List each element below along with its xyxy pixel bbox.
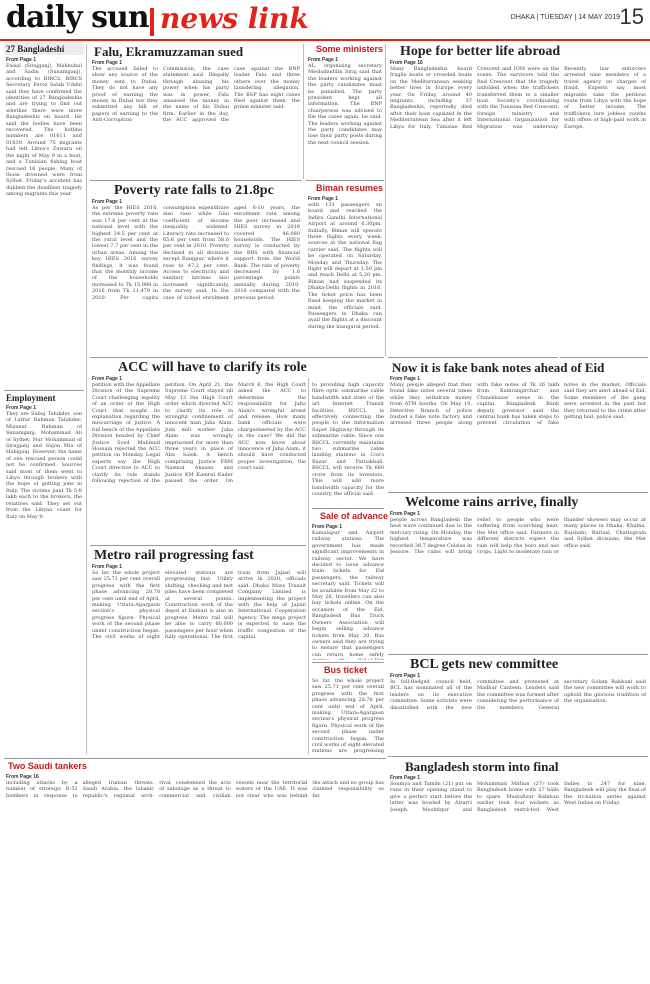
divider [312, 508, 384, 509]
story-headline: Biman resumes [316, 183, 384, 193]
divider [388, 357, 558, 358]
story-body: Soumya and Tamim (21) put on runs in their opening stand to give a perfect start before the latter was bowled by Alzarri Joseph. Mushfiqur and Mohammad Mithun (27) took Bangladesh home with 27 balls to spare. Mustafizur Rahman earlier took four wickets as Bangladesh restricted West Indies to 247 for nine. Bangladesh will play the final of the tri-nation series against West Indies on Friday. [390, 781, 646, 813]
divider [4, 758, 386, 759]
column-rule [385, 44, 386, 356]
story-headline: Falu, Ekramuzzaman sued [94, 44, 244, 59]
story-continuation: From Page 1 [6, 405, 37, 411]
story-headline: Some ministers [316, 44, 384, 54]
page-number: 15 [619, 4, 644, 29]
story-body: The accused failed to show any source of the money sent to Dubai. They do not have any proof of earning the money in Dubai nor they submitted any bill or papers of earning to the Anti-Corruption Commission, the case statement said. Illegally through abusing his power when his party was in power, Falu amassed the money in the name of his Dubai firm. Earlier in the day, the ACC approved the case against the BNP leader Falu and three others over the money laundering allegation. The BSP has eight cases filed against them, the prime minister said. [92, 66, 300, 124]
story-continuation: From Page 1 [92, 564, 123, 570]
story-headline: Sale of advance [320, 511, 389, 521]
section-title: news link [160, 2, 309, 35]
story-body: In full-fledged council held, BCL has nominated all of the leaders on its executive committee. Some activists were dissatisfied with the new committee and protested at Madhur Canteen. Leaders said the committee was formed after considering the performance of the members. General secretary Golam Rabbani said the new committee will work to uphold the glorious tradition of the organisation. [390, 679, 646, 711]
story-body: with 131 passengers on board and reached the Indira Gandhi International Airport at around 6.30pm. Initially, Biman will operate three flights every week, sources at the national flag carrier said. The flights will be operated on Saturday, Monday and Thursday. The flight will depart at 1.50 pm and reach Delhi at 5.20 pm. Biman had suspended its Dhaka-Delhi flights in 2016. The ticket price has been fixed keeping the market in mind, the officials said. Passengers in Dhaka can avail the flights at a discount during the inaugural period. [308, 202, 382, 330]
divider [4, 390, 84, 391]
story-headline: Metro rail progressing fast [94, 548, 254, 563]
story-body: So far, the whole project saw 25.71 per cent overall progress with the first phase advancing 28.78 per cent until end of April, making Uttara-Agargaon section's physical progress figure. Physical work of the second phase under construction began. The civil works of eight elevated stations are progressing fast. Utility shifting, checking and test piles have been completed at several points. Construction work of the depot at Diabari is also in progress. Metro rail will be able to carry 60,000 passengers per hour when fully operational. The first train from Japan will arrive in 2020, officials said. Dhaka Mass Transit Company Limited is implementing the project with the help of Japan International Cooperation Agency. The mega project is expected to ease the traffic congestion of the capital. [92, 570, 306, 641]
story-headline: ACC will have to clarify its role [118, 360, 307, 375]
story-headline: Two Saudi tankers [8, 761, 87, 771]
story-continuation: From Page 1 [92, 376, 123, 382]
story-body: Kamalapur and Airport railway stations. The government has made significant improvements in railway sector. We have decided to issue advance train tickets for Eid passengers, the railway secretary said. Tickets will be available from May 22 to May 26, travellers can also buy tickets online. On the occasion of the Eid, Bangladesh Bus Truck Owners Association will begin selling advance tickets from May 20. Bus owners said they are trying to ensure that passengers can return home safely [312, 530, 384, 658]
masthead-rule [0, 39, 650, 41]
column-rule [86, 44, 87, 754]
story-headline: Bus ticket [324, 665, 368, 675]
story-continuation: From Page 1 [390, 775, 421, 781]
divider [90, 545, 306, 546]
divider [560, 357, 648, 358]
brand-divider [150, 8, 154, 36]
story-body: AL, organising secretary Mesbahuddin Siraj said that the leaders working against the party candidates must be punished. The party president kept all information. The BNP chairperson was advised to file the cases again, he said. The leaders working against the party candidates may lose their party posts during the next council session. [308, 63, 382, 146]
story-continuation: From Page 1 [390, 673, 421, 679]
story-body: including attacks by a number of strategic B-52 bombers in response to alleged Iranian threats. Saudi Arabia, the Islamic republic's regional arch-rival, condemned the acts of sabotage as a threat to commercial and civilian vessels near the territorial waters of the UAE. It was not clear who was behind the attack and no group has claimed responsibility so far. [6, 780, 384, 799]
story-headline: Employment [6, 393, 56, 403]
divider [312, 662, 384, 663]
story-body: Faisal (Sirajganj), Mahbubul and Sadin (Sunamganj), according to BIRCS. BIRCS Secretary Feroz Salah Uddin said they have confirmed the identities of 27 Bangladeshis and are trying to find out whether there were more Bangladeshis on board. He said the bodies have been recovered. The hotline numbers are 01611 and 01839. Around 75 migrants had left Libya's Zuwara on the night of May 9 in a boat, and a Tunisian fishing boat rescued 16 people. Many of those drowned were from Sylhet. Friday's accident has dubbed the deadliest tragedy among migrants this year. [6, 63, 82, 198]
column-rule [308, 378, 309, 754]
story-continuation: From Page 16 [6, 774, 39, 780]
divider [388, 756, 648, 757]
story-continuation: From Page 1 [308, 57, 339, 63]
divider [388, 492, 648, 493]
story-body: They are Sabuj Talukder, son of Lutfur Rahman Talukder; Mizanur Rahman of Sunamganj; Mohammad Ali of Sylhet; Nur Mohammad of Sirajganj and Sujon Mia of Habiganj. However, the name of one rescued person could not be confirmed. Sources said most of them went to Libya through brokers with the hope of getting jobs in Italy. The victims paid Tk 5-8 lakh each to the brokers, the relatives said. They set out from the Libyan coast for Italy on May 9. [6, 411, 82, 520]
story-body: As per the HIES 2016, the extreme poverty rate was 17.6 per cent at the national level with the highest 24.5 per cent at the rural level and the lowest 7.7 per cent in the urban areas. Among the key HIES 2016 survey findings, it was found that the monthly income of the households increased to Tk 15,988 in 2016 from Tk 11,479 in 2010. Per capita consumption expenditure also rose while Gini coefficient of income inequality widened. Literacy rate increased to 65.6 per cent from 58.6 per cent in 2010. Poverty declined in all divisions except Rangpur, where it rose to 47.2 per cent. Access to electricity and sanitary latrines also increased significantly, the survey said. In the case of school enrolment aged 6-10 years, the enrolment rate among the poor increased and HIES survey in 2016 covered 46,080 households. The HIES survey is conducted by the BBS with financial support from the World Bank. The rate of poverty decreased by 1.6 percentage points annually during 2010-2016 compared with the previous period. [92, 205, 300, 301]
story-continuation: From Page 1 [92, 60, 123, 66]
story-continuation: From Page 1 [308, 196, 339, 202]
story-headline: Welcome rains arrive, finally [405, 495, 579, 510]
brand-logo: daily sun [6, 0, 149, 35]
story-headline: Poverty rate falls to 21.8pc [114, 183, 274, 198]
story-headline: 27 Bangladeshi [6, 44, 65, 54]
divider [306, 180, 384, 181]
story-continuation: From Page 1 [390, 511, 421, 517]
story-continuation: From Page 1 [312, 524, 343, 530]
story-body: to providing high capacity fibre optic submarine cable bandwidth and state of the art Internet Transit facilities, BSCCL is effectively connecting the people to the Information Super Highway through its submarine cable. Since one BSCCL currently maintains two submarine cable landing stations in Cox's Bazar and Patuakhali. BSCCL will receive Tk 680 crore from its investors. This will add more bandwidth capacity for the country, the official said. [312, 382, 384, 497]
story-body: So far, the whole project saw 25.71 per cent overall progress with the first phase advancing 28.78 per cent until end of April, making Uttara-Agargaon section's physical progress figure. Physical work of the second phase under construction began. The civil works of eight elevated stations are progressing [312, 678, 384, 754]
divider [90, 357, 384, 358]
column-rule [303, 44, 304, 179]
divider [90, 180, 302, 181]
story-continuation: From Page 1 [6, 57, 37, 63]
story-headline: Now it is fake bank notes ahead of Eid [392, 360, 605, 375]
story-headline: Hope for better life abroad [400, 44, 561, 59]
issue-date: DHAKA | TUESDAY | 14 MAY 2019 [510, 14, 620, 21]
story-headline: Bangladesh storm into final [405, 759, 559, 774]
story-continuation: From Page 16 [390, 60, 423, 66]
story-body: Many Bangladeshis board fragile boats or crowded boats on the Mediterranean seeking better lives in Europe every year. On Friday, around 40 migrants, including 37 Bangladeshis, reportedly died after their boat capsized in the Mediterranean Sea after it left Libya for Italy. Tunisian Red Crescent and IOM were on the scene. The survivors told the Red Crescent that the tragedy unfolded when the traffickers transferred them to a smaller boat. Society's coordinating with the Tunisian Red Crescent, foreign ministry and International Organization for Migration was underway. Recently, law enforcers arrested nine members of a travel agency on charges of fraud. Experts say most migrants take the perilous route from Libya with the hope of better income. The traffickers lure jobless youths with offers of high-paid work in Europe. [390, 66, 646, 130]
story-continuation: From Page 1 [390, 376, 421, 382]
story-body: petition with the Appellate Division of the Supreme Court challenging legality of an order of the High Court that sought its explanation regarding the miscarriage of justice. A full bench of the Appellate Division headed by Chief Justice Syed Mahmud Hossain rejected the ACC petition on Monday. Legal experts say the High Court directive to ACC to clarify its role stands following rejection of the petition. On April 21, the Supreme Court stayed till May 13 the High Court order which directed ACC to clarify its role in wrongful confinement of innocent man Jaha Alam. Jute mill worker Jaha Alam was wrongly imprisoned for more than three years in place of Abu Salek. A bench comprising Justice FRM Nazmul Ahasan and Justice KM Kamrul Kader passed the order. On March 6, the High Court asked the ACC to determine the responsibility for Jaha Alam's wrongful arrest and release. How many bank officials were chargesheeted by the ACC in the case? We did the ACC now know about innocence of Jaha Alam; it should have conducted proper investigation, the court said. [92, 382, 306, 485]
story-body: Many people alleged that they found fake notes several times while they withdraw money from ATM booths. On May 10, Detective Branch of police busted a fake note factory and arrested three people along with fake notes of Tk 26 lakh from Kamrangirchar and Chawkbazar areas in the capital. Bangladesh Bank deputy governor said the central bank has taken steps to prevent circulation of fake notes in the market. Officials said they are alert ahead of Eid. Some members of the gang were arrested in the past but they returned to the crime after getting bail, police said. [390, 382, 646, 427]
story-headline: BCL gets new committee [410, 657, 559, 672]
story-continuation: From Page 1 [92, 199, 123, 205]
masthead [0, 0, 650, 40]
divider [388, 654, 648, 655]
story-body: people across Bangladesh the heat wave continued due to the mercury rising. On Monday, the highest temperature was recorded 38.7 degree Celsius in Jessore. The rains will bring relief to people who were suffering from scorching heat, the Met office said. Farmers in different districts expect the rain will help the boro and aus crops. Light to moderate rain or thunder showers may occur at many places in Dhaka, Khulna, Rajshahi, Barisal, Chattogram and Sylhet divisions, the Met office said. [390, 517, 646, 556]
